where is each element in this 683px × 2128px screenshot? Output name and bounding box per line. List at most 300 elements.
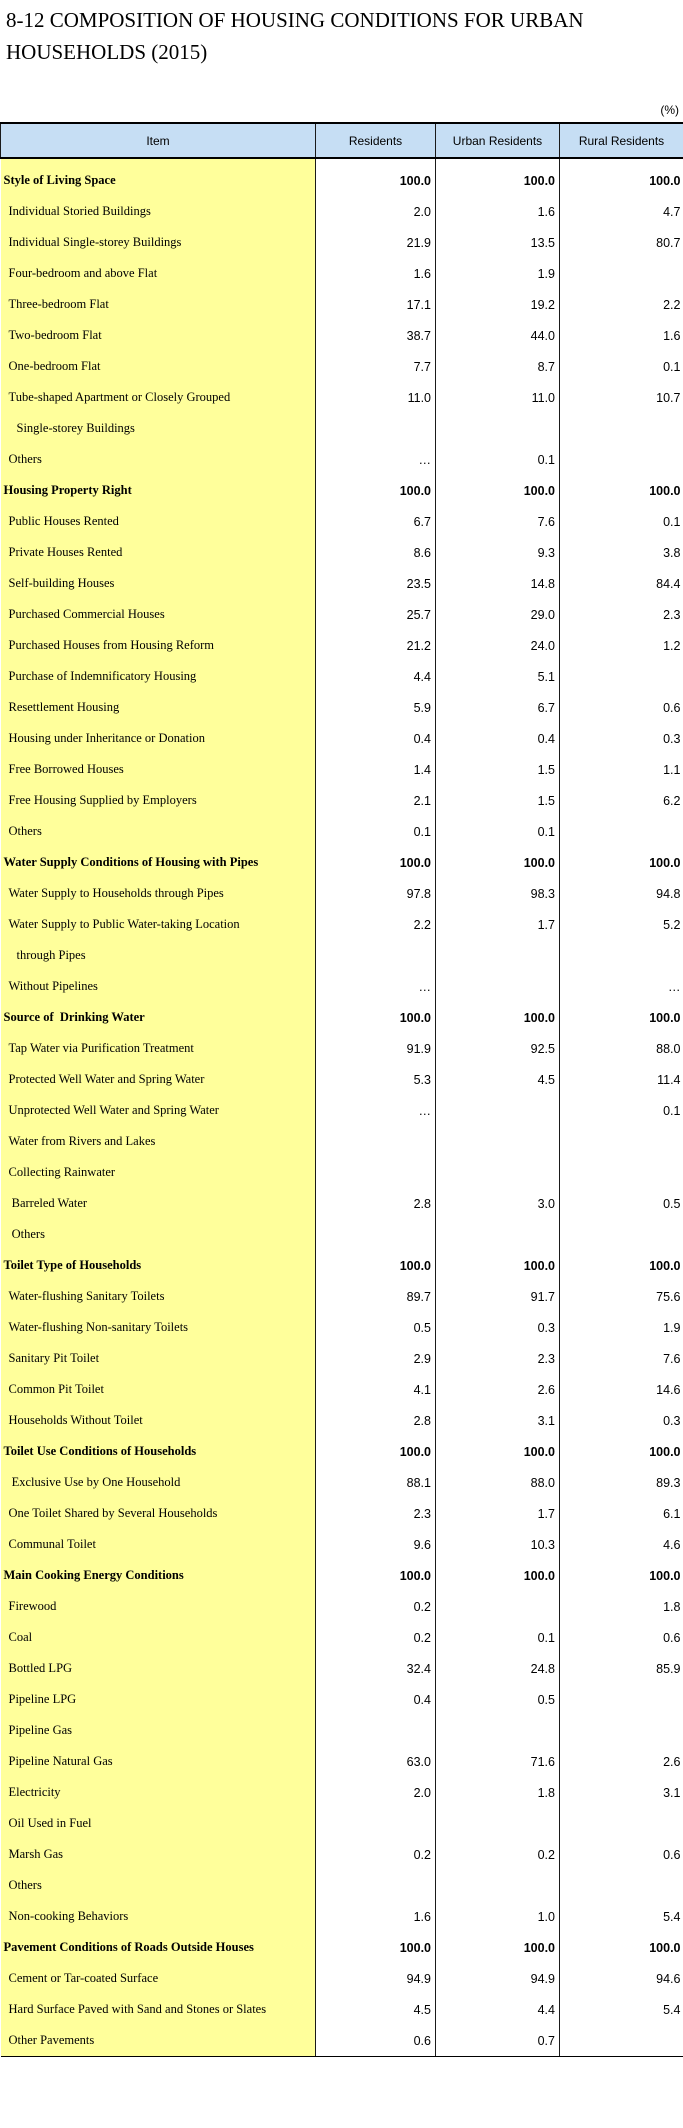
cell-residents — [316, 1715, 436, 1746]
row-label: Protected Well Water and Spring Water — [1, 1064, 316, 1095]
page-title — [6, 4, 666, 68]
cell-rural: 1.6 — [663, 328, 681, 343]
row-label: Other Pavements — [1, 2025, 316, 2057]
cell-urban: 13.5 — [436, 227, 560, 258]
cell-urban: 91.7 — [436, 1281, 560, 1312]
cell-urban — [436, 1715, 560, 1746]
cell-urban: 3.0 — [436, 1188, 560, 1219]
cell-urban: 0.4 — [436, 723, 560, 754]
cell-urban: 1.8 — [436, 1777, 560, 1808]
table-row — [1, 661, 683, 692]
cell-urban: 29.0 — [436, 599, 560, 630]
row-label: Source of Drinking Water — [1, 1002, 316, 1033]
cell-rural: 100.0 — [649, 1444, 681, 1459]
table-row — [1, 568, 683, 599]
table-row — [1, 1188, 683, 1219]
table-body — [1, 158, 683, 2057]
cell-residents: 9.6 — [316, 1529, 436, 1560]
cell-urban: 4.5 — [436, 1064, 560, 1095]
table-row — [1, 1529, 683, 1560]
cell-rural: 0.5 — [663, 1196, 681, 1211]
table-row — [1, 1033, 683, 1064]
section-row — [1, 1002, 683, 1033]
cell-urban: 24.8 — [436, 1653, 560, 1684]
table-row — [1, 2025, 683, 2057]
cell-residents: 21.2 — [316, 630, 436, 661]
table-row — [1, 196, 683, 227]
row-label: Marsh Gas — [1, 1839, 316, 1870]
cell-residents: 6.7 — [316, 506, 436, 537]
row-label: Free Housing Supplied by Employers — [1, 785, 316, 816]
cell-residents: 38.7 — [316, 320, 436, 351]
cell-rural: 6.1 — [663, 1506, 681, 1521]
cell-urban: 9.3 — [436, 537, 560, 568]
cell-rural: 2.6 — [663, 1754, 681, 1769]
cell-residents: 32.4 — [316, 1653, 436, 1684]
cell-residents: 11.0 — [316, 382, 436, 413]
cell-rural: 100.0 — [649, 1258, 681, 1273]
cell-rural: 0.3 — [663, 731, 681, 746]
cell-rural: 0.1 — [663, 359, 681, 374]
cell-urban: 6.7 — [436, 692, 560, 723]
cell-residents: 23.5 — [316, 568, 436, 599]
table-row — [1, 1808, 683, 1839]
row-label: Exclusive Use by One Household — [1, 1467, 316, 1498]
cell-urban: 100.0 — [436, 1436, 560, 1467]
row-label: Housing Property Right — [1, 475, 316, 506]
cell-residents: 100.0 — [316, 1002, 436, 1033]
cell-rural: 5.2 — [663, 917, 681, 932]
cell-residents: 63.0 — [316, 1746, 436, 1777]
cell-residents: … — [316, 971, 436, 1002]
cell-urban: 0.1 — [436, 816, 560, 847]
cell-urban: 19.2 — [436, 289, 560, 320]
table-row — [1, 1157, 683, 1188]
cell-rural: 89.3 — [656, 1475, 681, 1490]
table-row — [1, 1405, 683, 1436]
cell-rural: 14.6 — [656, 1382, 681, 1397]
cell-urban: 0.1 — [436, 444, 560, 475]
cell-urban: 0.1 — [436, 1622, 560, 1653]
cell-rural — [560, 1684, 683, 1715]
cell-rural: 1.2 — [663, 638, 681, 653]
header-urban-residents: Urban Residents — [436, 123, 560, 158]
table-row — [1, 599, 683, 630]
cell-rural: 5.4 — [663, 1909, 681, 1924]
cell-rural: 5.4 — [663, 2002, 681, 2017]
unit-label: (%) — [660, 103, 679, 117]
row-label: Others — [1, 444, 316, 475]
section-row — [1, 158, 683, 196]
cell-urban: 10.3 — [436, 1529, 560, 1560]
cell-residents: 2.8 — [316, 1188, 436, 1219]
row-label: Public Houses Rented — [1, 506, 316, 537]
row-label: Private Houses Rented — [1, 537, 316, 568]
cell-residents: 2.1 — [316, 785, 436, 816]
table-row — [1, 1312, 683, 1343]
cell-urban — [436, 1095, 560, 1126]
row-label: One Toilet Shared by Several Households — [1, 1498, 316, 1529]
cell-rural: 100.0 — [649, 1010, 681, 1025]
cell-rural: 3.8 — [663, 545, 681, 560]
table-row — [1, 1653, 683, 1684]
row-label: Individual Storied Buildings — [1, 196, 316, 227]
cell-rural: 6.2 — [663, 793, 681, 808]
cell-rural — [560, 1126, 683, 1157]
cell-residents: 2.2 — [316, 909, 436, 940]
section-row — [1, 475, 683, 506]
row-label: Coal — [1, 1622, 316, 1653]
cell-residents: 0.6 — [316, 2025, 436, 2057]
row-label: Households Without Toilet — [1, 1405, 316, 1436]
cell-rural: 0.6 — [663, 700, 681, 715]
cell-rural — [560, 413, 683, 444]
cell-rural: 94.8 — [656, 886, 681, 901]
cell-urban: 44.0 — [436, 320, 560, 351]
cell-rural — [560, 1715, 683, 1746]
cell-residents: 2.3 — [316, 1498, 436, 1529]
cell-rural: 4.6 — [663, 1537, 681, 1552]
header-rural-residents: Rural Residents — [560, 123, 683, 158]
row-label: Self-building Houses — [1, 568, 316, 599]
row-label: Firewood — [1, 1591, 316, 1622]
cell-urban: 1.7 — [436, 1498, 560, 1529]
row-label: Water from Rivers and Lakes — [1, 1126, 316, 1157]
cell-rural: 0.6 — [663, 1630, 681, 1645]
cell-rural: 100.0 — [649, 1940, 681, 1955]
row-label: Hard Surface Paved with Sand and Stones or Slates — [1, 1994, 316, 2025]
cell-urban: 1.9 — [436, 258, 560, 289]
cell-residents: 1.4 — [316, 754, 436, 785]
cell-rural — [560, 940, 683, 971]
cell-rural: 11.4 — [657, 1072, 681, 1087]
row-label: Others — [1, 816, 316, 847]
cell-residents: … — [316, 444, 436, 475]
cell-urban: 100.0 — [436, 1560, 560, 1591]
table-row — [1, 909, 683, 940]
cell-urban: 4.4 — [436, 1994, 560, 2025]
row-label: through Pipes — [1, 940, 316, 971]
title-line-2: HOUSEHOLDS (2015) — [6, 40, 208, 64]
table-row — [1, 692, 683, 723]
section-row — [1, 1436, 683, 1467]
cell-residents: 100.0 — [316, 847, 436, 878]
row-label: Collecting Rainwater — [1, 1157, 316, 1188]
cell-urban: 24.0 — [436, 630, 560, 661]
row-label: Toilet Use Conditions of Households — [1, 1436, 316, 1467]
cell-residents: 25.7 — [316, 599, 436, 630]
row-label: Others — [1, 1870, 316, 1901]
cell-residents: 1.6 — [316, 258, 436, 289]
cell-residents: 2.0 — [316, 196, 436, 227]
cell-urban — [436, 1157, 560, 1188]
table-row — [1, 785, 683, 816]
cell-urban: 94.9 — [436, 1963, 560, 1994]
cell-rural: 0.6 — [663, 1847, 681, 1862]
cell-residents: 4.1 — [316, 1374, 436, 1405]
cell-residents — [316, 940, 436, 971]
row-label: Water-flushing Non-sanitary Toilets — [1, 1312, 316, 1343]
cell-rural: 3.1 — [663, 1785, 681, 1800]
cell-rural — [560, 816, 683, 847]
section-row — [1, 1560, 683, 1591]
cell-residents: 2.0 — [316, 1777, 436, 1808]
row-label: Water Supply Conditions of Housing with Pipes — [1, 847, 316, 878]
row-label: One-bedroom Flat — [1, 351, 316, 382]
cell-urban: 0.5 — [436, 1684, 560, 1715]
cell-residents: 0.4 — [316, 1684, 436, 1715]
cell-urban: 0.2 — [436, 1839, 560, 1870]
table-row — [1, 351, 683, 382]
table-row — [1, 1591, 683, 1622]
cell-urban: 88.0 — [436, 1467, 560, 1498]
row-label: Water Supply to Households through Pipes — [1, 878, 316, 909]
cell-rural: 2.3 — [663, 607, 681, 622]
table-row — [1, 1715, 683, 1746]
cell-urban — [436, 971, 560, 1002]
cell-rural: 1.9 — [663, 1320, 681, 1335]
row-label: Individual Single-storey Buildings — [1, 227, 316, 258]
cell-residents: 0.2 — [316, 1839, 436, 1870]
cell-rural: 100.0 — [649, 173, 681, 188]
cell-rural: 88.0 — [656, 1041, 681, 1056]
cell-rural: 0.3 — [663, 1413, 681, 1428]
table-row — [1, 537, 683, 568]
table-row — [1, 816, 683, 847]
cell-residents: 100.0 — [316, 1250, 436, 1281]
cell-residents: 100.0 — [316, 475, 436, 506]
cell-rural: 1.1 — [663, 762, 681, 777]
cell-urban: 2.6 — [436, 1374, 560, 1405]
row-label: Purchased Commercial Houses — [1, 599, 316, 630]
row-label: Cement or Tar-coated Surface — [1, 1963, 316, 1994]
cell-urban — [436, 413, 560, 444]
cell-rural — [560, 1219, 683, 1250]
cell-urban: 98.3 — [436, 878, 560, 909]
cell-urban — [436, 940, 560, 971]
row-label: Four-bedroom and above Flat — [1, 258, 316, 289]
cell-residents: 8.6 — [316, 537, 436, 568]
cell-urban — [436, 1219, 560, 1250]
cell-urban: 92.5 — [436, 1033, 560, 1064]
table-row — [1, 227, 683, 258]
row-label: Others — [1, 1219, 316, 1250]
table-row — [1, 506, 683, 537]
cell-rural: 0.1 — [663, 1103, 681, 1118]
row-label: Unprotected Well Water and Spring Water — [1, 1095, 316, 1126]
cell-residents: 2.8 — [316, 1405, 436, 1436]
row-label: Pavement Conditions of Roads Outside Houses — [1, 1932, 316, 1963]
cell-residents: 94.9 — [316, 1963, 436, 1994]
cell-rural: 10.7 — [656, 390, 681, 405]
cell-rural: 7.6 — [663, 1351, 681, 1366]
table-row — [1, 971, 683, 1002]
cell-residents: 100.0 — [316, 158, 436, 196]
cell-residents: 91.9 — [316, 1033, 436, 1064]
cell-residents: 0.2 — [316, 1622, 436, 1653]
table-row — [1, 1622, 683, 1653]
cell-rural: 85.9 — [656, 1661, 681, 1676]
cell-residents: 88.1 — [316, 1467, 436, 1498]
cell-rural — [560, 1870, 683, 1901]
row-label: Oil Used in Fuel — [1, 1808, 316, 1839]
cell-urban: 100.0 — [436, 1250, 560, 1281]
cell-rural: 80.7 — [656, 235, 681, 250]
row-label: Without Pipelines — [1, 971, 316, 1002]
row-label: Common Pit Toilet — [1, 1374, 316, 1405]
row-label: Resettlement Housing — [1, 692, 316, 723]
cell-rural: 2.2 — [663, 297, 681, 312]
cell-urban: 8.7 — [436, 351, 560, 382]
cell-rural — [560, 444, 683, 475]
cell-residents: 17.1 — [316, 289, 436, 320]
table-row — [1, 1498, 683, 1529]
table-row — [1, 1901, 683, 1932]
cell-residents: 5.9 — [316, 692, 436, 723]
table-row — [1, 320, 683, 351]
row-label: Style of Living Space — [1, 158, 316, 196]
cell-urban: 0.3 — [436, 1312, 560, 1343]
section-row — [1, 847, 683, 878]
cell-residents — [316, 1157, 436, 1188]
header-item: Item — [1, 123, 316, 158]
row-label: Pipeline Gas — [1, 1715, 316, 1746]
housing-conditions-table — [0, 122, 683, 2057]
cell-residents: 4.5 — [316, 1994, 436, 2025]
cell-urban: 11.0 — [436, 382, 560, 413]
cell-residents — [316, 1219, 436, 1250]
row-label: Main Cooking Energy Conditions — [1, 1560, 316, 1591]
row-label: Water-flushing Sanitary Toilets — [1, 1281, 316, 1312]
cell-residents: 0.2 — [316, 1591, 436, 1622]
table-row — [1, 1126, 683, 1157]
row-label: Pipeline Natural Gas — [1, 1746, 316, 1777]
table-row — [1, 723, 683, 754]
row-label: Two-bedroom Flat — [1, 320, 316, 351]
row-label: Purchased Houses from Housing Reform — [1, 630, 316, 661]
cell-urban — [436, 1126, 560, 1157]
cell-rural — [560, 1808, 683, 1839]
cell-urban: 14.8 — [436, 568, 560, 599]
table-row — [1, 1064, 683, 1095]
cell-urban: 1.6 — [436, 196, 560, 227]
cell-residents: 0.5 — [316, 1312, 436, 1343]
row-label: Tube-shaped Apartment or Closely Grouped — [1, 382, 316, 413]
row-label: Free Borrowed Houses — [1, 754, 316, 785]
table-row — [1, 754, 683, 785]
row-label: Pipeline LPG — [1, 1684, 316, 1715]
cell-residents: 1.6 — [316, 1901, 436, 1932]
cell-residents: 5.3 — [316, 1064, 436, 1095]
table-row — [1, 940, 683, 971]
cell-urban: 1.7 — [436, 909, 560, 940]
cell-rural: 0.1 — [663, 514, 681, 529]
header-residents: Residents — [316, 123, 436, 158]
table-row — [1, 1777, 683, 1808]
table-row — [1, 1095, 683, 1126]
cell-urban: 7.6 — [436, 506, 560, 537]
cell-urban: 1.5 — [436, 754, 560, 785]
cell-urban: 0.7 — [436, 2025, 560, 2057]
cell-rural: 84.4 — [656, 576, 681, 591]
cell-urban: 100.0 — [436, 1002, 560, 1033]
cell-residents: … — [316, 1095, 436, 1126]
cell-residents — [316, 413, 436, 444]
cell-residents: 7.7 — [316, 351, 436, 382]
cell-rural: 1.8 — [663, 1599, 681, 1614]
cell-rural — [560, 2025, 683, 2057]
cell-urban — [436, 1808, 560, 1839]
table-row — [1, 1374, 683, 1405]
row-label: Purchase of Indemnificatory Housing — [1, 661, 316, 692]
row-label: Bottled LPG — [1, 1653, 316, 1684]
row-label: Toilet Type of Households — [1, 1250, 316, 1281]
row-label: Three-bedroom Flat — [1, 289, 316, 320]
cell-urban: 3.1 — [436, 1405, 560, 1436]
table-row — [1, 382, 683, 413]
cell-rural: … — [668, 979, 681, 994]
cell-residents: 21.9 — [316, 227, 436, 258]
cell-urban: 1.5 — [436, 785, 560, 816]
row-label: Non-cooking Behaviors — [1, 1901, 316, 1932]
row-label: Communal Toilet — [1, 1529, 316, 1560]
cell-rural — [560, 258, 683, 289]
row-label: Barreled Water — [1, 1188, 316, 1219]
cell-rural: 100.0 — [649, 1568, 681, 1583]
table-row — [1, 1994, 683, 2025]
cell-residents — [316, 1126, 436, 1157]
cell-rural: 94.6 — [656, 1971, 681, 1986]
cell-rural: 100.0 — [649, 855, 681, 870]
table-row — [1, 1467, 683, 1498]
cell-urban: 100.0 — [436, 475, 560, 506]
cell-residents: 100.0 — [316, 1560, 436, 1591]
cell-urban: 100.0 — [436, 847, 560, 878]
table-row — [1, 289, 683, 320]
cell-residents: 0.4 — [316, 723, 436, 754]
table-row — [1, 1839, 683, 1870]
table-row — [1, 1684, 683, 1715]
table-row — [1, 1281, 683, 1312]
cell-residents: 0.1 — [316, 816, 436, 847]
table-row — [1, 630, 683, 661]
table-row — [1, 1343, 683, 1374]
table-row — [1, 258, 683, 289]
header-row — [1, 123, 683, 158]
cell-residents — [316, 1808, 436, 1839]
cell-urban: 100.0 — [436, 1932, 560, 1963]
cell-residents — [316, 1870, 436, 1901]
cell-residents: 4.4 — [316, 661, 436, 692]
cell-residents: 97.8 — [316, 878, 436, 909]
cell-rural: 75.6 — [656, 1289, 681, 1304]
row-label: Sanitary Pit Toilet — [1, 1343, 316, 1374]
cell-urban: 71.6 — [436, 1746, 560, 1777]
row-label: Tap Water via Purification Treatment — [1, 1033, 316, 1064]
cell-urban: 2.3 — [436, 1343, 560, 1374]
table-header — [1, 123, 683, 158]
cell-residents: 2.9 — [316, 1343, 436, 1374]
table-row — [1, 413, 683, 444]
table-row — [1, 1870, 683, 1901]
cell-urban: 5.1 — [436, 661, 560, 692]
cell-urban — [436, 1591, 560, 1622]
table-row — [1, 878, 683, 909]
section-row — [1, 1932, 683, 1963]
cell-urban: 1.0 — [436, 1901, 560, 1932]
cell-rural — [560, 661, 683, 692]
cell-rural: 100.0 — [649, 483, 681, 498]
